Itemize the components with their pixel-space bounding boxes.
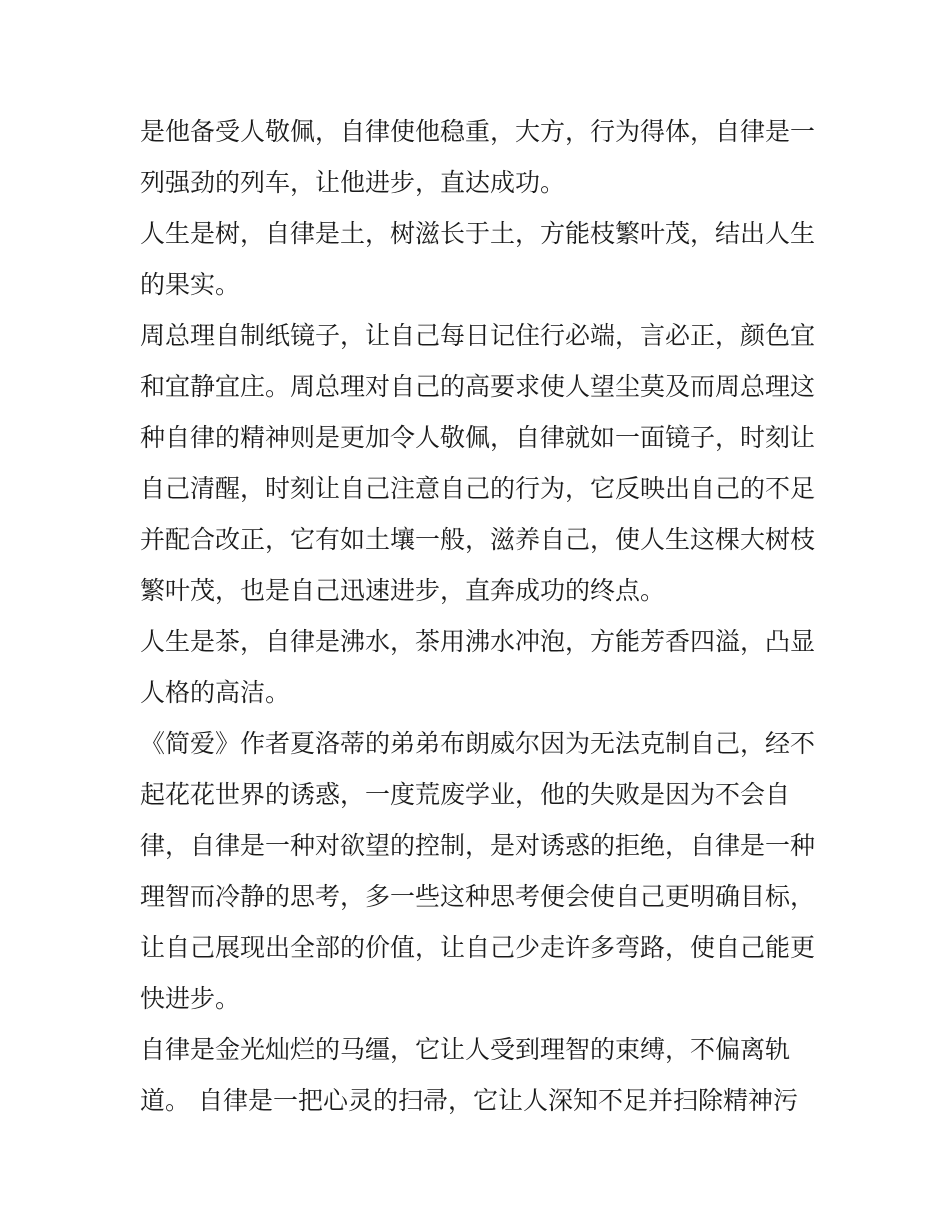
text-line: 人生是茶，自律是沸水，茶用沸水冲泡，方能芳香四溢，凸显: [140, 627, 816, 656]
text-line: 人格的高洁。: [140, 678, 291, 707]
text-line: 快进步。: [140, 984, 241, 1013]
text-line: 是他备受人敬佩，自律使他稳重，大方，行为得体，自律是一: [140, 117, 816, 146]
text-line: 道。 自律是一把心灵的扫帚，它让人深知不足并扫除精神污: [140, 1086, 798, 1115]
text-line: 并配合改正，它有如土壤一般，滋养自己，使人生这棵大树枝: [140, 525, 816, 554]
text-line: 列强劲的列车，让他进步，直达成功。: [140, 168, 566, 197]
text-line: 自己清醒，时刻让自己注意自己的行为，它反映出自己的不足: [140, 474, 816, 503]
text-line: 人生是树，自律是土，树滋长于土，方能枝繁叶茂，结出人生: [140, 219, 816, 248]
text-line: 繁叶茂，也是自己迅速进步，直奔成功的终点。: [140, 576, 666, 605]
text-line: 让自己展现出全部的价值，让自己少走许多弯路，使自己能更: [140, 933, 816, 962]
text-line: 律，自律是一种对欲望的控制，是对诱惑的拒绝，自律是一种: [140, 831, 816, 860]
text-line: 和宜静宜庄。周总理对自己的高要求使人望尘莫及而周总理这: [140, 372, 816, 401]
text-line: 理智而冷静的思考，多一些这种思考便会使自己更明确目标，: [140, 882, 816, 911]
text-line: 《简爱》作者夏洛蒂的弟弟布朗威尔因为无法克制自己，经不: [140, 729, 816, 758]
text-line: 起花花世界的诱惑，一度荒废学业，他的失败是因为不会自: [140, 780, 791, 809]
text-line: 种自律的精神则是更加令人敬佩，自律就如一面镜子，时刻让: [140, 423, 816, 452]
text-line: 的果实。: [140, 270, 241, 299]
text-line: 自律是金光灿烂的马缰，它让人受到理智的束缚，不偏离轨: [140, 1035, 791, 1064]
text-line: 周总理自制纸镜子，让自己每日记住行必端，言必正，颜色宜: [140, 321, 816, 350]
document-body-text: [140, 106, 820, 1126]
